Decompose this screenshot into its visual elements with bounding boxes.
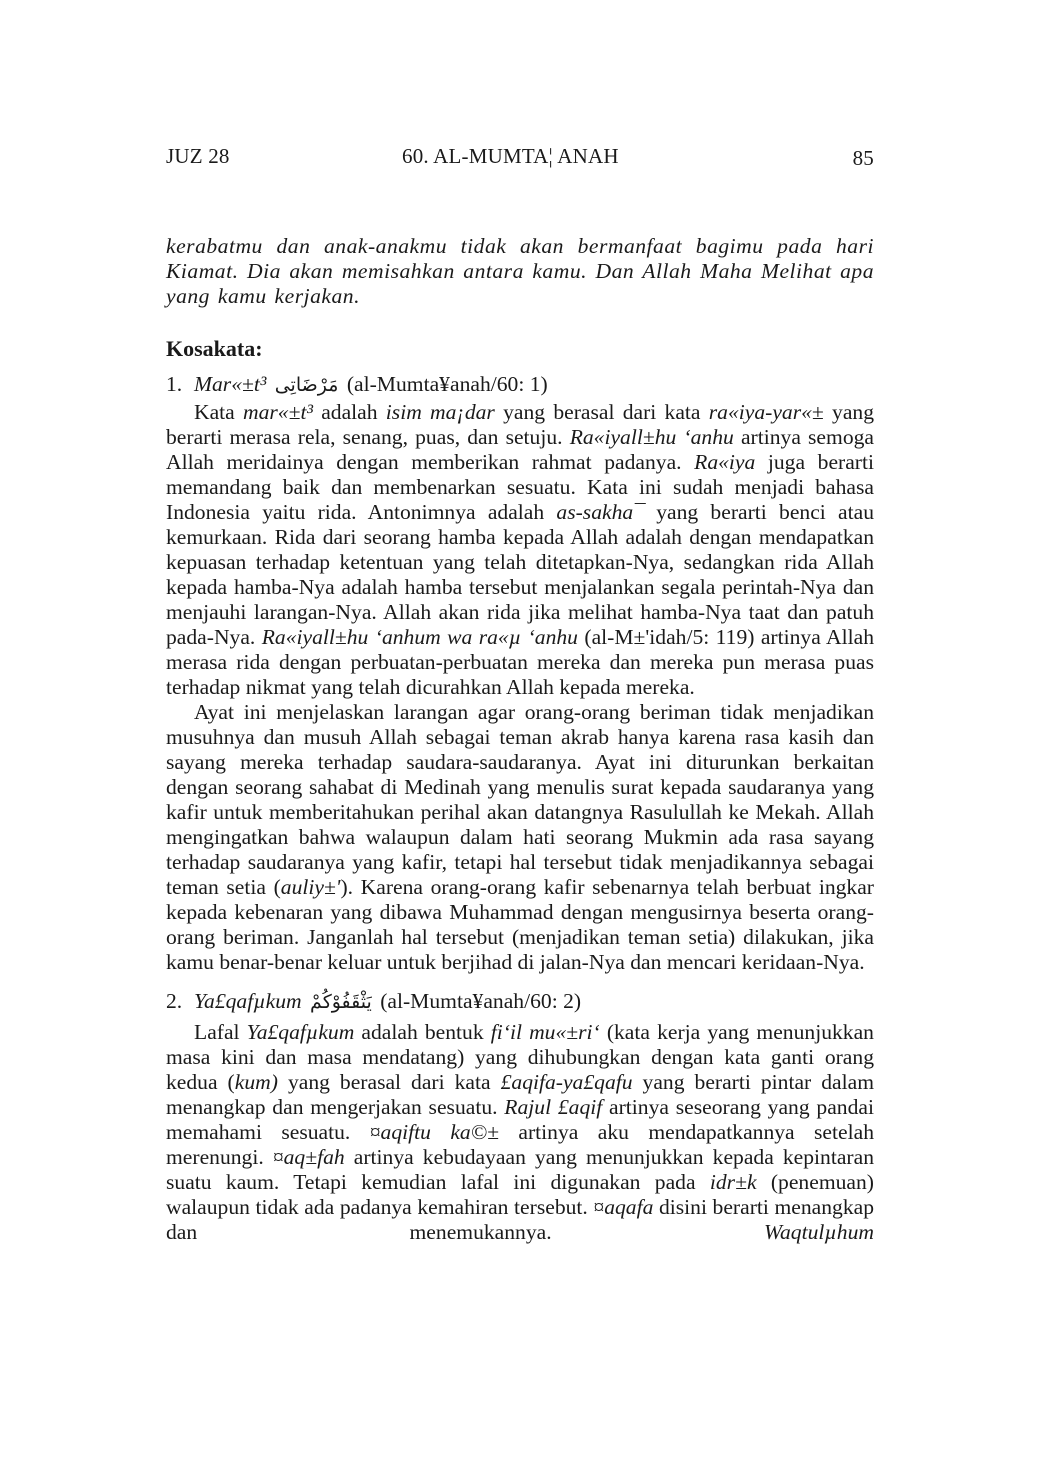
text: disini berarti menangkap dan menemukannya. xyxy=(166,1195,875,1244)
text: yang berarti benci atau kemurkaan. Rida dari seorang hamba kepada Allah adalah dengan mendapatkan kepuasan terhadap ketentuan yang telah ditetapkan-Nya, sedangkan rida Allah kepada hamba-Nya adalah hamba tersebut menjalankan segala perintah-Nya dan menjauhi larangan-Nya. Allah akan rida jika melihat hamba-Nya taat dan patuh pada-Nya. xyxy=(166,500,874,649)
italic-term: isim ma¡dar xyxy=(385,400,495,424)
italic-term: £aqifa-ya£qafu xyxy=(500,1070,633,1094)
entry-arabic: يَثْقَفُوْكُمْ xyxy=(310,991,372,1013)
text: yang berasal dari kata xyxy=(277,1070,501,1094)
italic-term: Ra«iyall±hu ‘anhum wa ra«µ ‘anhu xyxy=(261,625,578,649)
italic-term: kum) xyxy=(234,1070,278,1094)
text: adalah bentuk xyxy=(354,1020,491,1044)
entry-reference: (al-Mumta¥anah/60: 1) xyxy=(346,372,548,396)
text: yang berarti merasa rela, senang, puas, dan setuju. xyxy=(166,400,874,449)
text: yang berasal dari kata xyxy=(494,400,709,424)
text: artinya semoga Allah meridainya dengan memberikan rahmat padanya. xyxy=(166,425,874,474)
entry-number: 2. xyxy=(166,989,183,1013)
text: ). Karena orang-orang kafir sebenarnya telah berbuat ingkar kepada kebenaran yang dibawa Muhammad dengan mengusirnya beserta orang-orang beriman. Janganlah hal tersebut (menjadikan teman setia) dilakukan, jika kamu benar-benar keluar untuk berjihad di jalan-Nya dan mencari keridaan-Nya. xyxy=(166,875,875,974)
juz-label: JUZ 28 xyxy=(166,144,230,168)
page-number: 85 xyxy=(852,146,874,170)
text: Ayat ini menjelaskan larangan agar orang-orang beriman tidak menjadikan musuhnya dan musuh Allah sebagai teman akrab hanya karena rasa kasih dan sayang mereka terhadap saudara-saudaranya. Ayat ini diturunkan berkaitan dengan seorang sahabat di Medinah yang menulis surat kepada saudaranya yang kafir untuk memberitahukan perihal akan datangnya Rasulullah ke Mekah. Allah mengingatkan bahwa walaupun dalam hati seorang Mukmin ada rasa sayang terhadap saudaranya yang kafir, tetapi hal tersebut tidak menjadikannya sebagai teman setia ( xyxy=(166,700,874,899)
entry-reference: (al-Mumta¥anah/60: 2) xyxy=(380,989,582,1013)
italic-term: ¤aq±fah xyxy=(272,1145,345,1169)
text: artinya aku mendapatkannya setelah merenungi. xyxy=(166,1120,874,1169)
text: artinya kebudayaan yang menunjukkan kepada kepintaran suatu kaum. Tetapi kemudian lafal ini digunakan pada xyxy=(166,1145,874,1194)
entry-2-paragraph-1 xyxy=(166,1020,874,1245)
entry-term: Mar«±t³ xyxy=(194,372,267,396)
entry-1-paragraph-2 xyxy=(166,700,874,975)
italic-term: Waqtulµhum xyxy=(763,1220,874,1244)
text: (al-M±'idah/5: 119) artinya Allah merasa rida dengan perbuatan-perbuatan mereka dan mereka pun merasa puas terhadap nikmat yang telah dicurahkan Allah kepada mereka. xyxy=(166,625,874,699)
text: artinya seseorang yang pandai memahami sesuatu. xyxy=(166,1095,874,1144)
italic-term: Rajul £aqif xyxy=(504,1095,603,1119)
text: adalah xyxy=(312,400,386,424)
italic-term: Ra«iya xyxy=(694,450,756,474)
italic-term: ra«iya-yar«± xyxy=(708,400,824,424)
page-content xyxy=(166,234,874,1245)
vocab-entry-1-title xyxy=(166,368,874,400)
text: yang berarti pintar dalam menangkap dan mengerjakan sesuatu. xyxy=(166,1070,874,1119)
italic-term: auliy±' xyxy=(280,875,341,899)
text: (penemuan) walaupun tidak ada padanya kemahiran tersebut. xyxy=(166,1170,874,1219)
vocab-entry-2-title xyxy=(166,985,874,1017)
intro-paragraph: kerabatmu dan anak-anakmu tidak akan bermanfaat bagimu pada hari Kiamat. Dia akan memisahkan antara kamu. Dan Allah Maha Melihat apa yang kamu kerjakan. xyxy=(166,234,874,308)
italic-term: Ya£qafµkum xyxy=(246,1020,355,1044)
italic-term: mar«±t³ xyxy=(243,400,313,424)
text: Lafal xyxy=(194,1020,247,1044)
italic-term: ¤aqafa xyxy=(593,1195,654,1219)
entry-term: Ya£qafµkum xyxy=(194,989,302,1013)
italic-term: ¤aqiftu ka©± xyxy=(369,1120,499,1144)
italic-term: fi‘il mu«±ri‘ xyxy=(490,1020,600,1044)
italic-term: Ra«iyall±hu ‘anhu xyxy=(569,425,734,449)
entry-arabic: مَرْضَاتِى xyxy=(274,374,339,396)
page-header xyxy=(166,144,874,174)
section-heading: Kosakata: xyxy=(166,336,263,361)
entry-1-paragraph-1 xyxy=(166,400,874,700)
text: (kata kerja yang menunjukkan masa kini dan masa mendatang) yang dihubungkan dengan kata ganti orang kedua ( xyxy=(166,1020,874,1094)
italic-term: as-sakha¯ xyxy=(556,500,644,524)
surah-title: 60. AL-MUMTA¦ ANAH xyxy=(402,144,619,168)
text: Kata xyxy=(194,400,244,424)
entry-number: 1. xyxy=(166,372,183,396)
italic-term: idr±k xyxy=(709,1170,757,1194)
text: juga berarti memandang baik dan membenarkan sesuatu. Kata ini sudah menjadi bahasa Indonesia yaitu rida. Antonimnya adalah xyxy=(166,450,874,524)
